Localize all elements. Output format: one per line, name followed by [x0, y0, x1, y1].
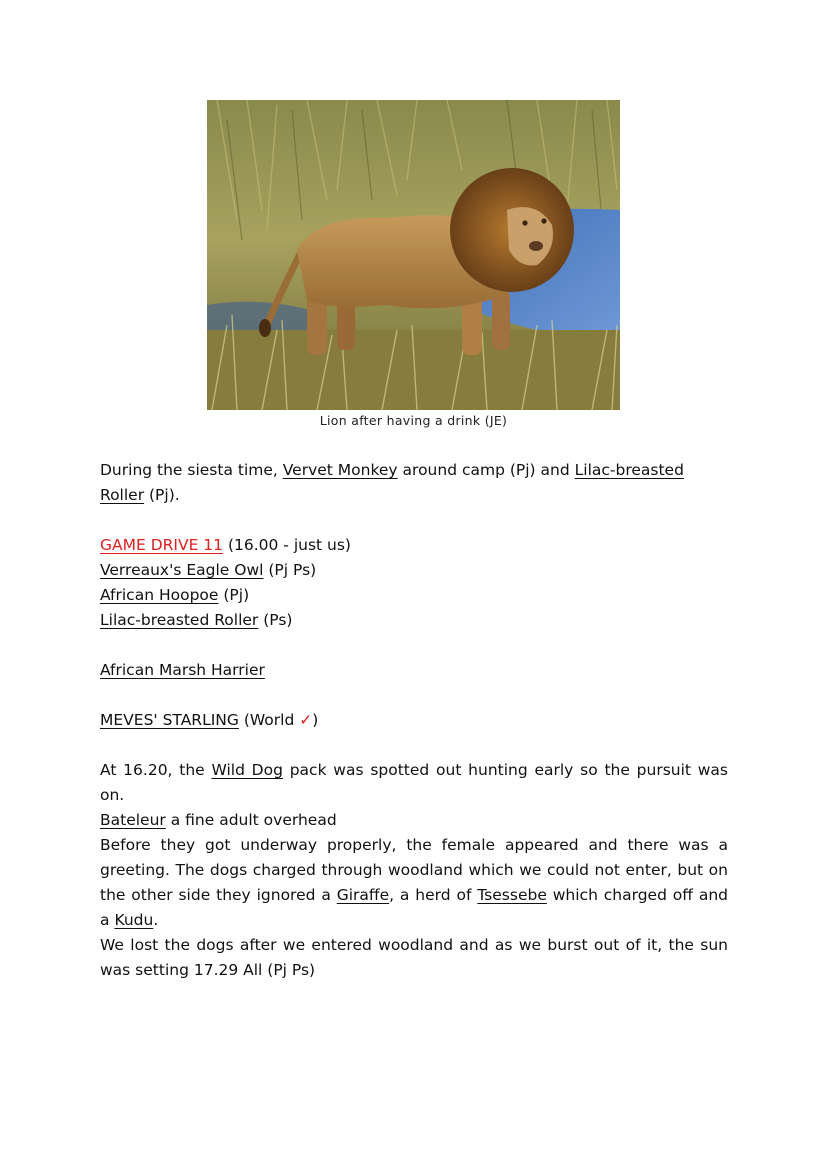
- narrative-paragraph-2: Bateleur a fine adult overhead: [100, 811, 337, 829]
- narrative-paragraph-1: At 16.20, the Wild Dog pack was spotted out hunting early so the pursuit was on.: [100, 761, 728, 804]
- game-drive-title: GAME DRIVE 11: [100, 536, 224, 554]
- harrier-line: African Marsh Harrier: [100, 661, 265, 679]
- sighting-line: Lilac-breasted Roller (Ps): [100, 611, 293, 629]
- body-text: [100, 458, 728, 983]
- sighting-line: Verreaux's Eagle Owl (Pj Ps): [100, 561, 317, 579]
- narrative-paragraph-4: We lost the dogs after we entered woodland and as we burst out of it, the sun was setting 17.29 All (Pj Ps): [100, 936, 728, 979]
- lion-photo: [207, 100, 620, 410]
- species-lilac-breasted-roller: Lilac-breasted Roller: [100, 461, 684, 504]
- starling-line: MEVES' STARLING (World ✓): [100, 711, 319, 729]
- siesta-paragraph: During the siesta time, Vervet Monkey around camp (Pj) and Lilac-breasted Roller (Pj).: [100, 461, 684, 504]
- check-icon: ✓: [299, 711, 313, 729]
- photo-caption: Lion after having a drink (JE): [319, 413, 508, 428]
- sighting-line: African Hoopoe (Pj): [100, 586, 250, 604]
- narrative-paragraph-3: Before they got underway properly, the female appeared and there was a greeting. The dogs charged through woodland which we could not enter, but on the other side they ignored a Giraffe, a herd of Tsessebe which charged off and a Kudu.: [100, 836, 728, 929]
- lion-image: [207, 100, 620, 410]
- game-drive-heading: GAME DRIVE 11 (16.00 - just us): [100, 536, 351, 554]
- species-vervet-monkey: Vervet Monkey: [282, 461, 398, 479]
